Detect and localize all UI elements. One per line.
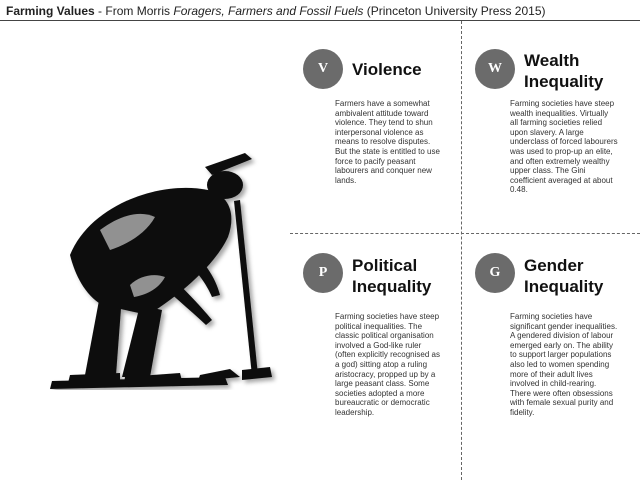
political-title-line-2: Inequality xyxy=(352,277,432,296)
header-title: Farming Values xyxy=(6,4,95,18)
wealth-title-line-2: Inequality xyxy=(524,72,604,91)
political-badge-letter: P xyxy=(318,265,328,280)
political-body: Farming societies have steep political inequalities. The classic political organisation involved a God-like ruler (often explicitly recognised as a god) sitting atop a ruling aristocracy, propped up by a large peasant class. Some societies adopted a more bureaucratic or democratic leadership. xyxy=(335,312,440,417)
political-title-line-1: Political xyxy=(352,256,418,275)
gender-title-line-2: Inequality xyxy=(524,277,604,296)
wealth-body: Farming societies have steep wealth inequalities. Virtually all farming societies relied upon slavery. A large underclass of forced labourers was used to prop-up an elite, and often extremely wealthy upper class. The Gini coefficient averaged at about 0.48. xyxy=(510,99,618,195)
farmer-silhouette-icon xyxy=(30,145,280,390)
violence-title xyxy=(352,59,422,80)
vertical-divider xyxy=(461,21,462,480)
gender-badge-letter: G xyxy=(489,265,501,280)
header-rule xyxy=(0,20,640,21)
political-badge xyxy=(303,253,343,293)
violence-badge xyxy=(303,49,343,89)
header-publisher: (Princeton University Press 2015) xyxy=(363,4,546,18)
wealth-badge xyxy=(475,49,515,89)
header-book-title: Foragers, Farmers and Fossil Fuels xyxy=(173,4,364,18)
wealth-title-line-1: Wealth xyxy=(524,51,580,70)
wealth-title xyxy=(524,50,603,92)
political-title xyxy=(352,255,431,297)
violence-body: Farmers have a somewhat ambivalent attitude toward violence. They tend to shun interpersonal violence as means to resolve disputes. But the state is entitled to use force to pacify peasant labourers and conquer new lands. xyxy=(335,99,440,185)
violence-badge-letter: V xyxy=(317,61,329,76)
gender-title-line-1: Gender xyxy=(524,256,584,275)
violence-title-line: Violence xyxy=(352,60,422,79)
gender-badge xyxy=(475,253,515,293)
gender-title xyxy=(524,255,603,297)
wealth-badge-letter: W xyxy=(488,61,502,76)
page-header xyxy=(6,4,634,18)
header-dash: - From Morris xyxy=(94,4,174,18)
gender-body: Farming societies have significant gender inequalities. A gendered division of labour emerged early on. The ability to support larger populations also led to women spending more of their adult lives involved in child-rearing. There were often obsessions with female sexual purity and fidelity. xyxy=(510,312,618,417)
horizontal-divider xyxy=(290,233,640,234)
